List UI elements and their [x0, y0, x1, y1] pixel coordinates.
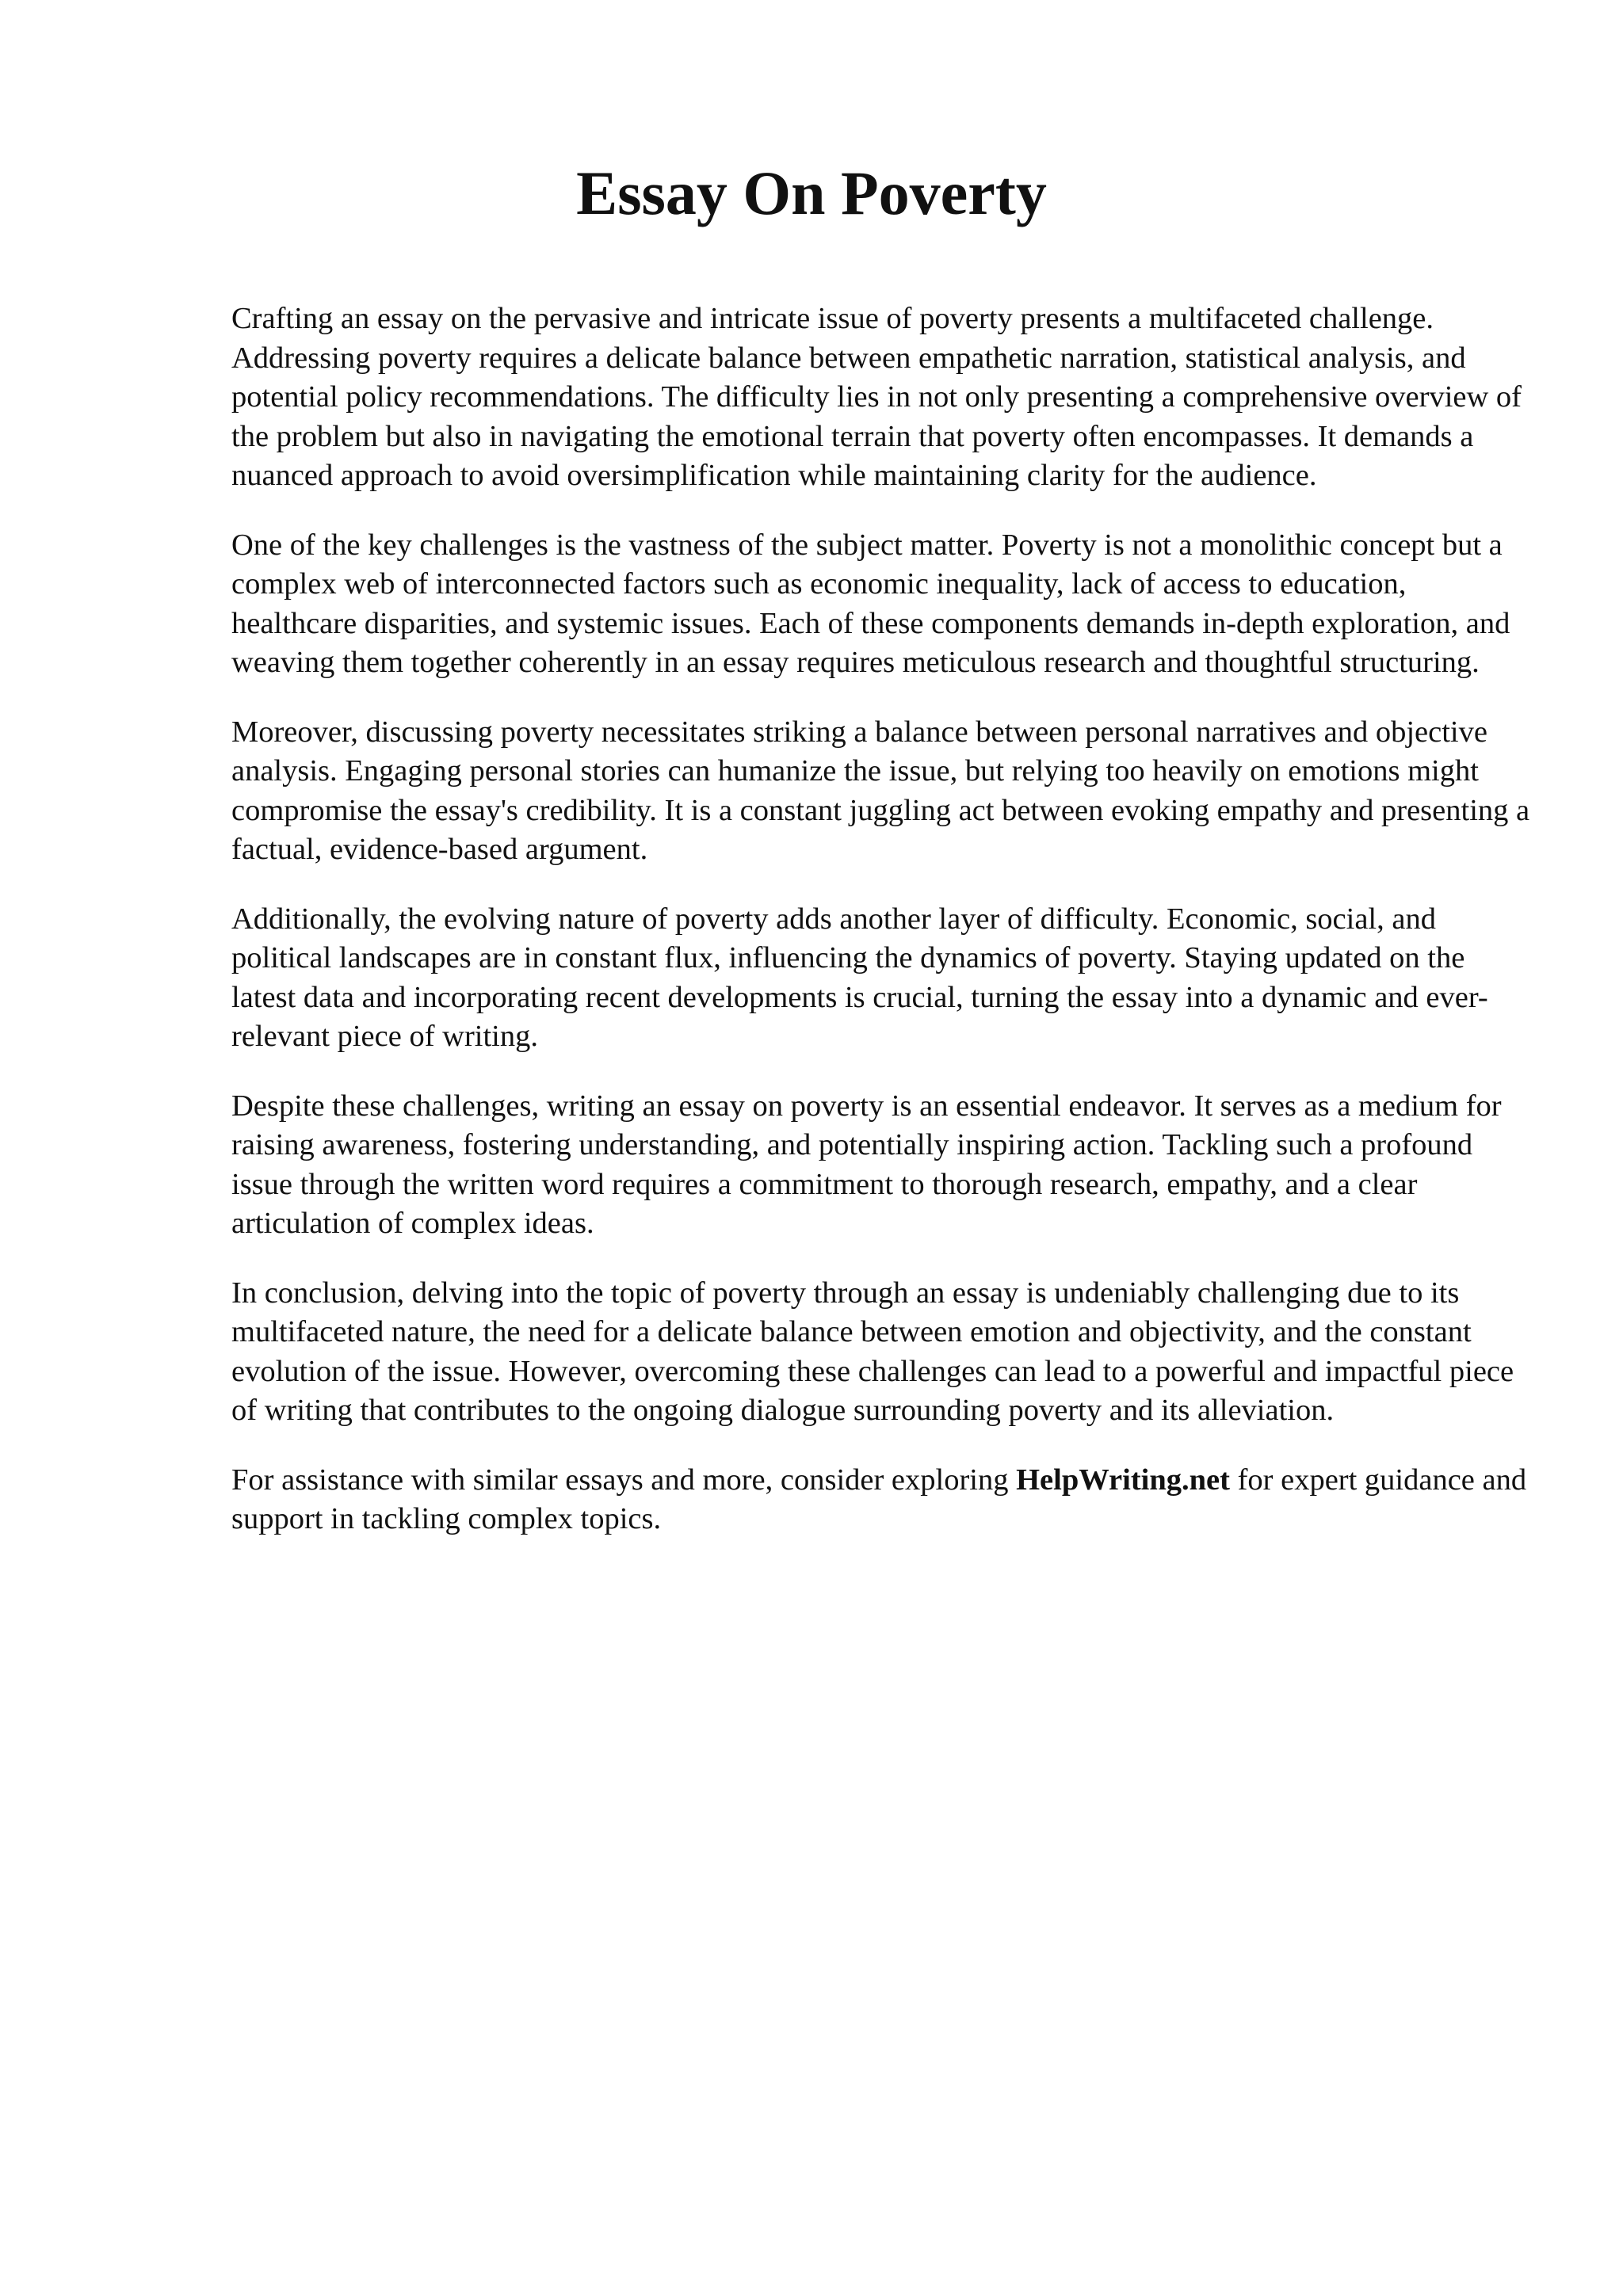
document-title: Essay On Poverty: [576, 158, 1047, 227]
document-body: [231, 299, 1531, 1569]
paragraph-vastness: One of the key challenges is the vastness of the subject matter. Poverty is not a monolithic concept but a complex web of interconnected factors such as economic inequality, lack of access to education, healthcare disparities, and systemic issues. Each of these components demands in-depth exploration, and weaving them together coherently in an essay requires meticulous research and thoughtful structuring.: [231, 528, 1510, 679]
paragraph-evolving-nature: Additionally, the evolving nature of poverty adds another layer of difficulty. Economic, social, and political landscapes are in constant flux, influencing the dynamics of poverty. Staying updated on the latest data and incorporating recent developments is crucial, turning the essay into a dynamic and ever-relevant piece of writing.: [231, 902, 1488, 1053]
paragraph-balance: Moreover, discussing poverty necessitates striking a balance between personal narratives and objective analysis. Engaging personal stories can humanize the issue, but relying too heavily on emotions might compromise the essay's credibility. It is a constant juggling act between evoking empathy and presenting a factual, evidence-based argument.: [231, 715, 1530, 866]
closing-text-before: For assistance with similar essays and more, consider exploring: [231, 1463, 1017, 1497]
paragraph-intro: Crafting an essay on the pervasive and intricate issue of poverty presents a multifaceted challenge. Addressing poverty requires a delicate balance between empathetic narration, statistical analysis, and potential policy recommendations. The difficulty lies in not only presenting a comprehensive overview of the problem but also in navigating the emotional terrain that poverty often encompasses. It demands a nuanced approach to avoid oversimplification while maintaining clarity for the audience.: [231, 302, 1522, 492]
paragraph-closing: [231, 1461, 1531, 1539]
paragraph-importance: Despite these challenges, writing an essay on poverty is an essential endeavor. It serves as a medium for raising awareness, fostering understanding, and potentially inspiring action. Tackling such a profound issue through the written word requires a commitment to thorough research, empathy, and a clear articulation of complex ideas.: [231, 1089, 1502, 1240]
paragraph-conclusion: In conclusion, delving into the topic of poverty through an essay is undeniably challenging due to its multifaceted nature, the need for a delicate balance between emotion and objectivity, and the constant evolution of the issue. However, overcoming these challenges can lead to a powerful and impactful piece of writing that contributes to the ongoing dialogue surrounding poverty and its alleviation.: [231, 1276, 1514, 1427]
closing-text-after: for expert guidance and support in tackling complex topics.: [231, 1463, 1527, 1535]
brand-name: HelpWriting.net: [1016, 1463, 1230, 1497]
